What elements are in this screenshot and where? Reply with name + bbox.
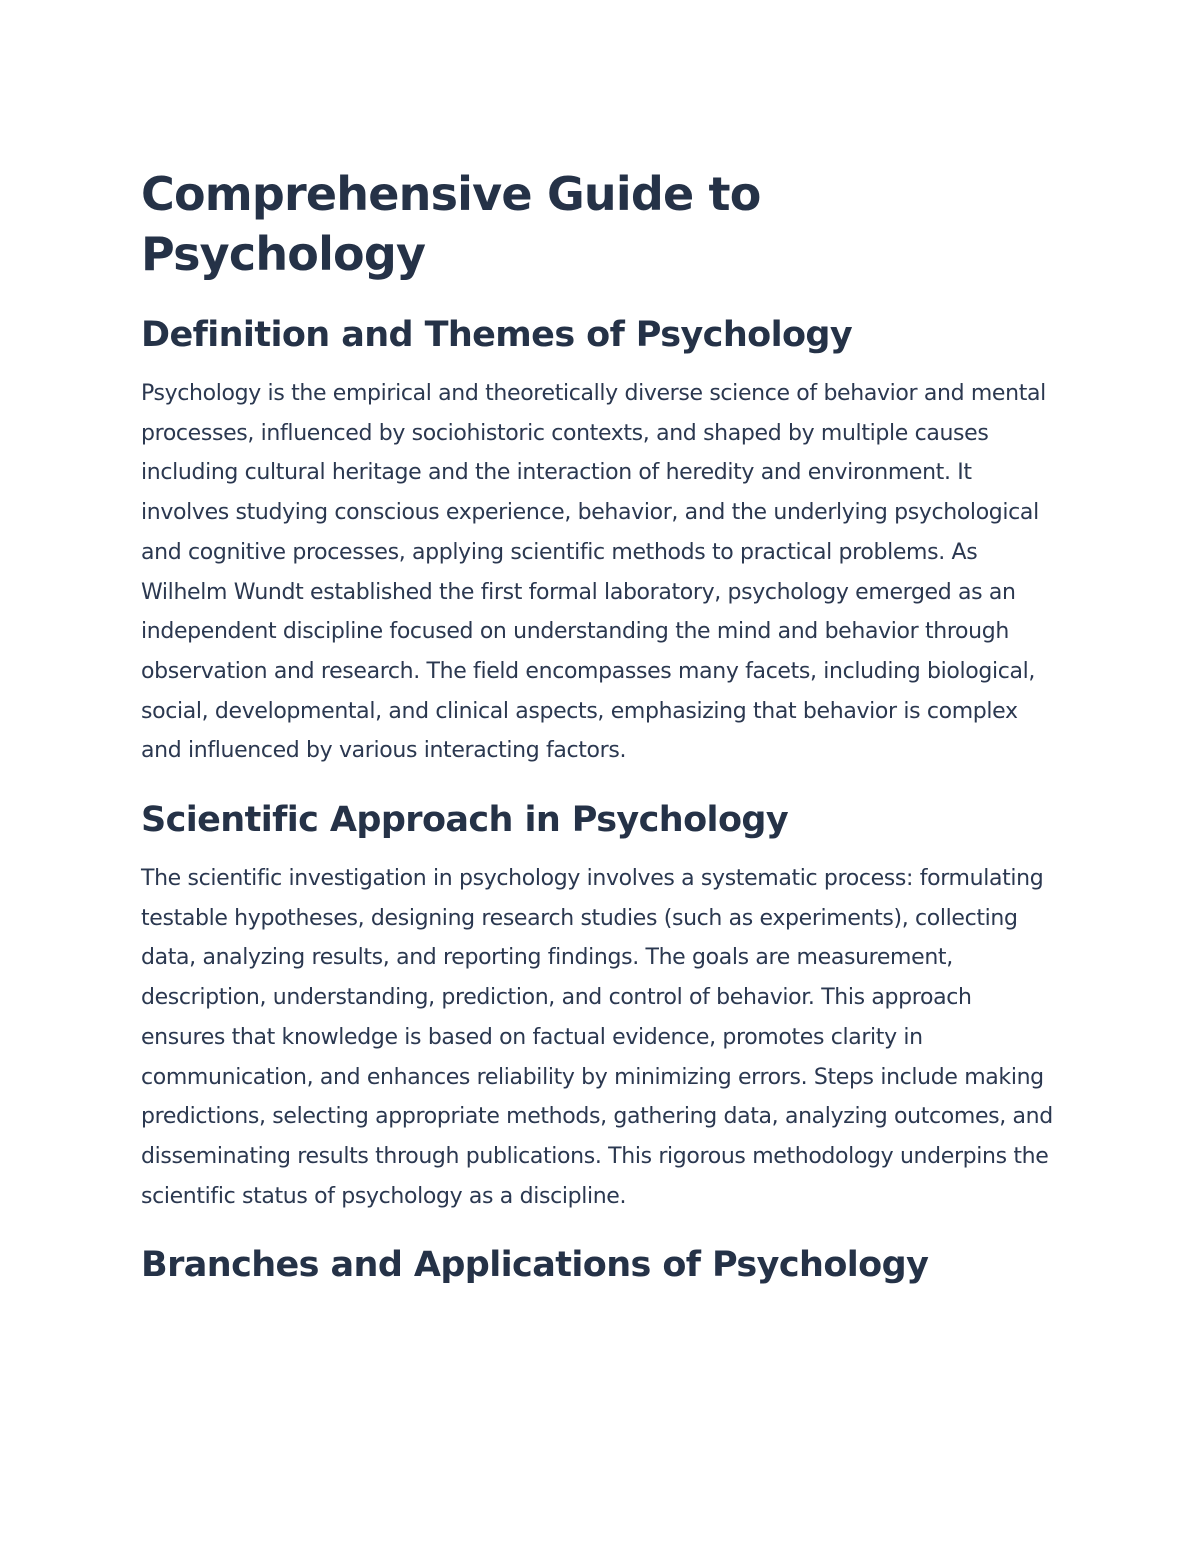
section-heading-branches: Branches and Applications of Psychology: [141, 1245, 929, 1286]
section-heading-definition: Definition and Themes of Psychology: [141, 315, 853, 355]
document-page: [141, 164, 1056, 1288]
section-heading-scientific-approach: Scientific Approach in Psychology: [141, 800, 789, 841]
document-title: Comprehensive Guide to Psychology: [141, 167, 761, 281]
section-body-definition: Psychology is the empirical and theoretically diverse science of behavior and mental processes, influenced by sociohistoric contexts, and shaped by multiple causes including cultural heritage and the interaction of heredity and environment. It involves studying conscious experience, behavior, and the underlying psychological and cognitive processes, applying scientific methods to practical problems. As Wilhelm Wundt established the first formal laboratory, psychology emerged as an independent discipline focused on understanding the mind and behavior through observation and research. The field encompasses many facets, including biological, social, developmental, and clinical aspects, emphasizing that behavior is complex and influenced by various interacting factors.: [141, 381, 1046, 764]
section-body-scientific-approach: The scientific investigation in psychology involves a systematic process: formulating testable hypotheses, designing research studies (such as experiments), collecting data, analyzing results, and reporting findings. The goals are measurement, description, understanding, prediction, and control of behavior. This approach ensures that knowledge is based on factual evidence, promotes clarity in communication, and enhances reliability by minimizing errors. Steps include making predictions, selecting appropriate methods, gathering data, analyzing outcomes, and disseminating results through publications. This rigorous methodology underpins the scientific status of psychology as a discipline.: [141, 866, 1053, 1209]
